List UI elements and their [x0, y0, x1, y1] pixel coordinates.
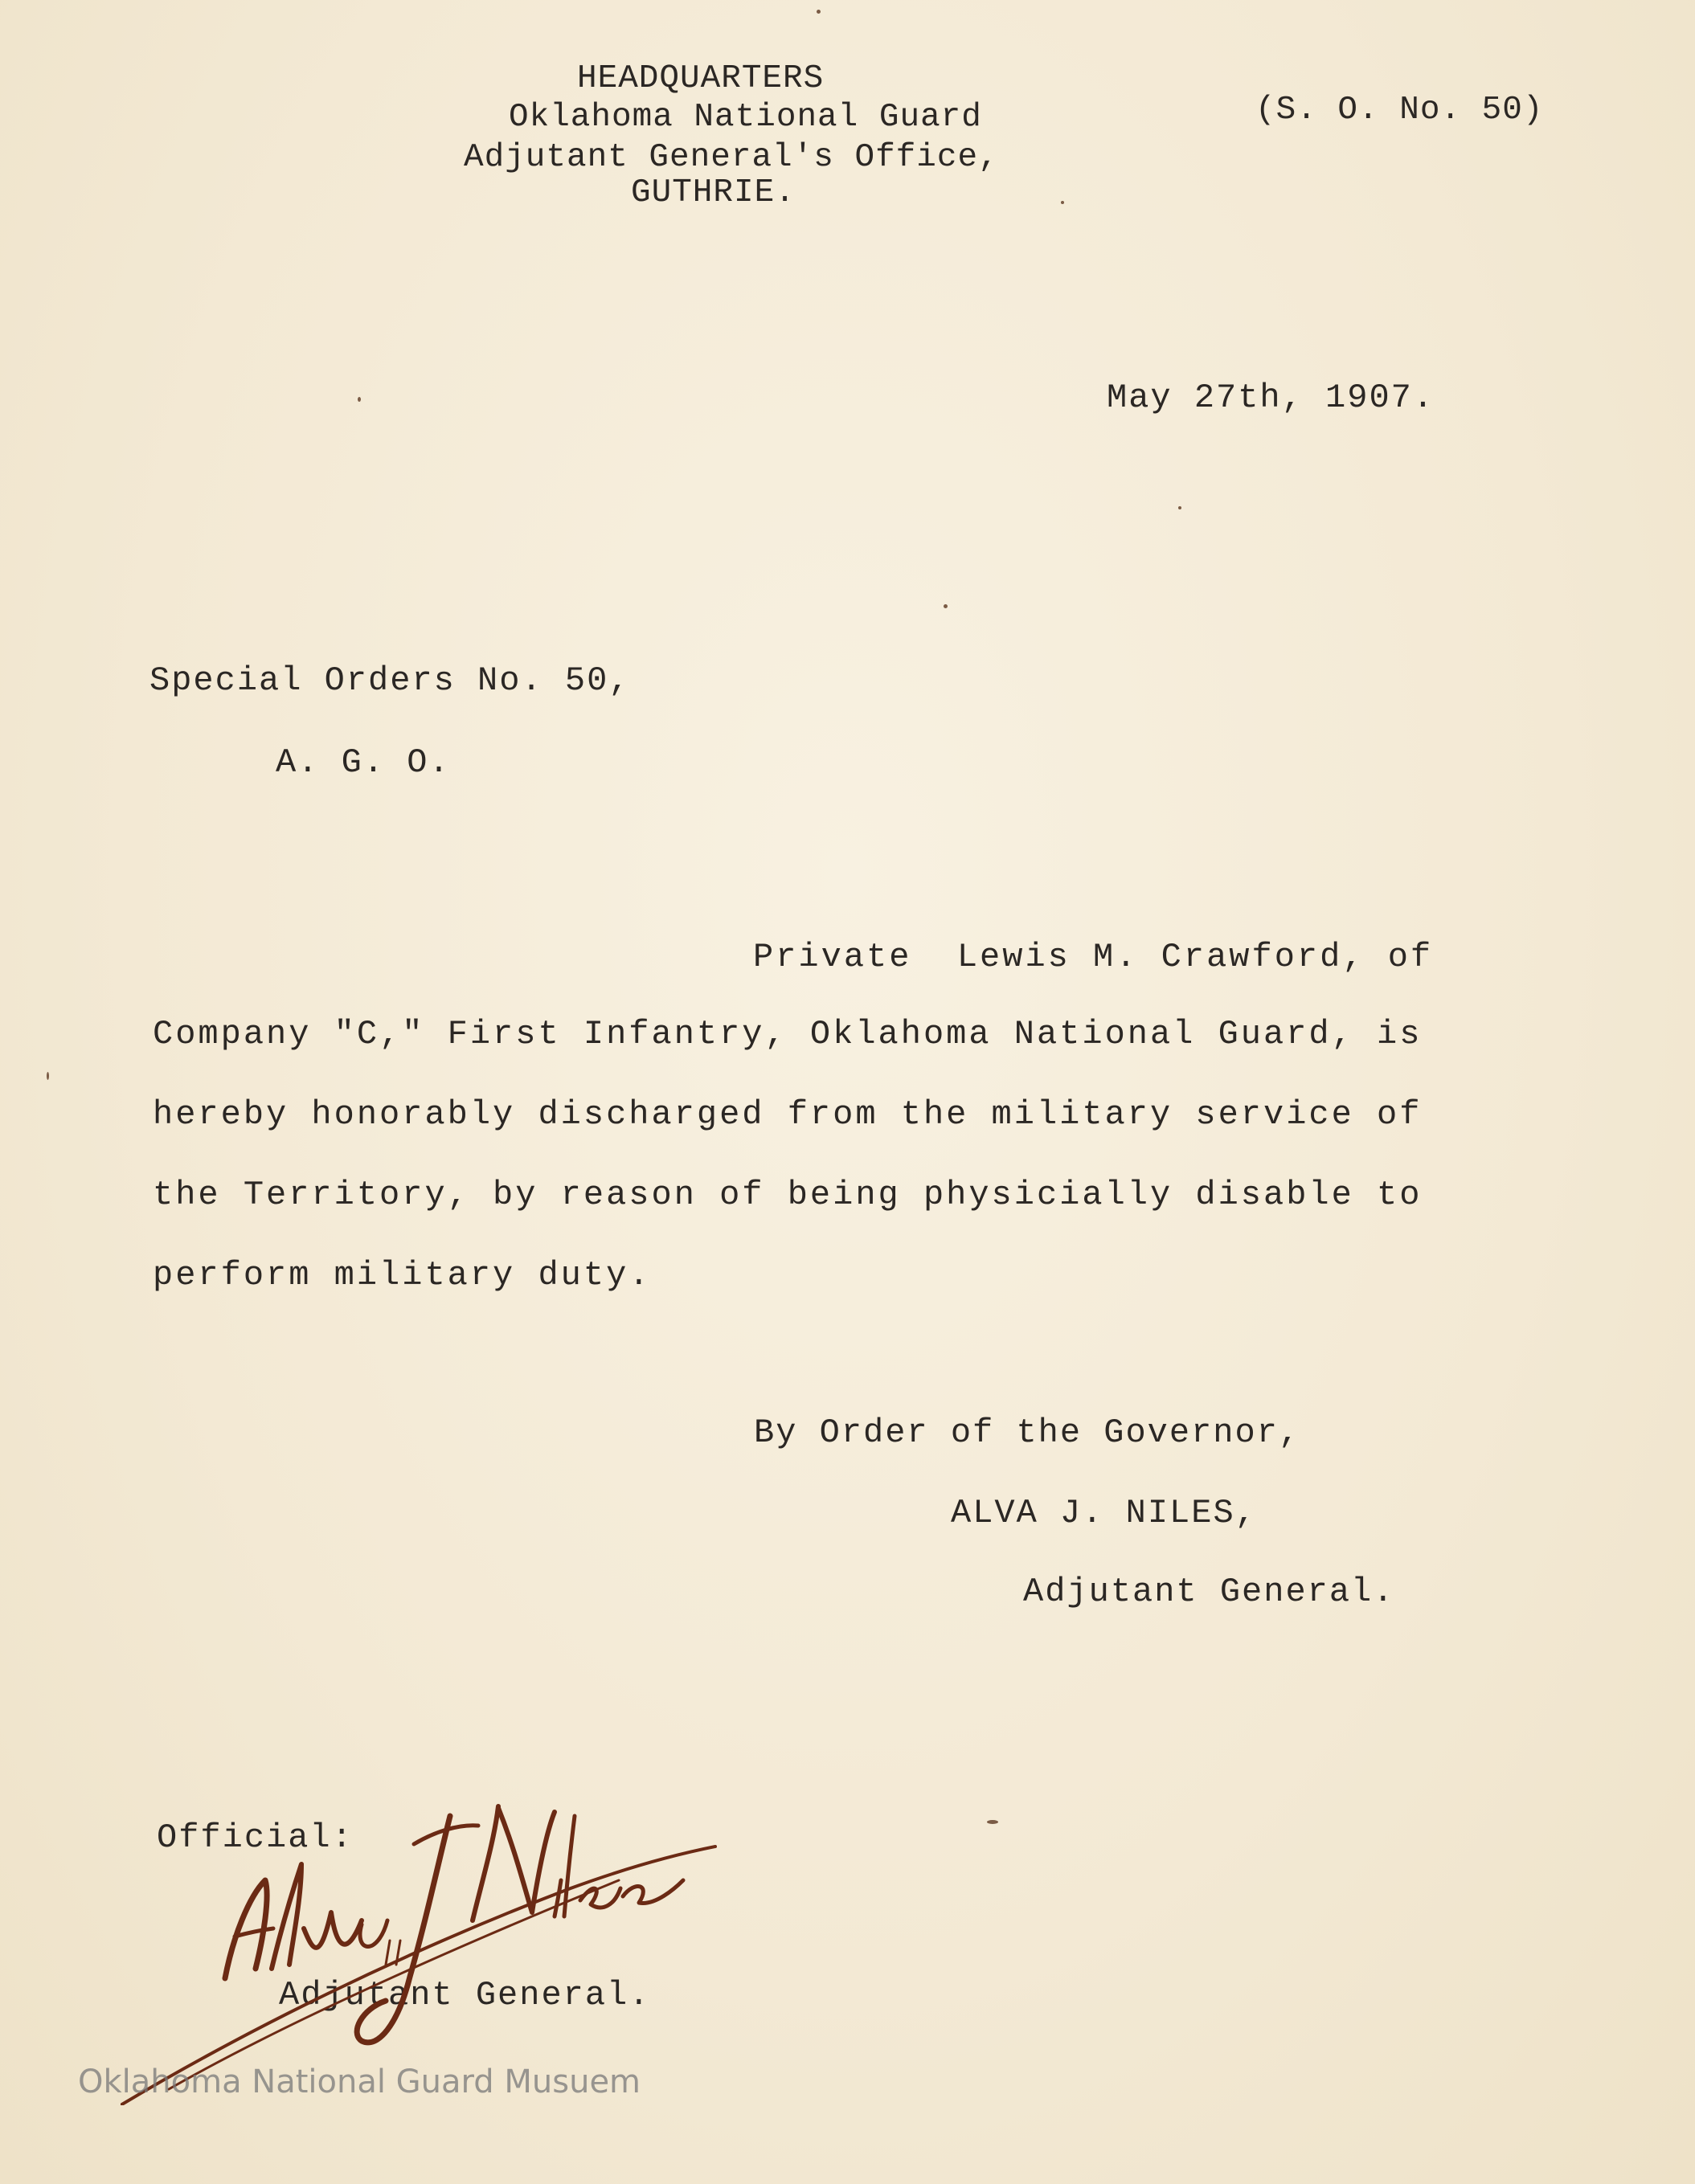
body-line-5: perform military duty. [153, 1256, 652, 1294]
official-title: Adjutant General. [279, 1976, 651, 2014]
paper-speck [817, 10, 821, 14]
museum-watermark: Oklahoma National Guard Musuem [78, 2063, 641, 2100]
paper-speck [944, 604, 948, 608]
order-reference: (S. O. No. 50) [1255, 92, 1544, 129]
paper-speck [1178, 506, 1181, 509]
body-line-2: Company "C," First Infantry, Oklahoma National Guard, is [153, 1015, 1423, 1053]
document-date: May 27th, 1907. [1107, 378, 1435, 417]
by-order-line: By Order of the Governor, [754, 1413, 1301, 1452]
body-line-4: the Territory, by reason of being physicially disable to [153, 1176, 1423, 1214]
header-headquarters: HEADQUARTERS [577, 60, 825, 97]
signatory-title: Adjutant General. [1023, 1573, 1395, 1611]
paper-speck [358, 397, 361, 402]
handwritten-signature [121, 1768, 731, 2105]
paper-speck [987, 1820, 998, 1824]
header-office: Adjutant General's Office, [464, 139, 999, 176]
special-orders-title: Special Orders No. 50, [149, 661, 631, 700]
body-line-3: hereby honorably discharged from the military service of [153, 1095, 1423, 1134]
office-abbreviation: A. G. O. [276, 743, 451, 782]
paper-speck [1061, 201, 1064, 204]
official-label: Official: [157, 1818, 354, 1857]
header-city: GUTHRIE. [631, 174, 796, 211]
body-line-1: Private Lewis M. Crawford, of [753, 938, 1434, 976]
signatory-name: ALVA J. NILES, [951, 1494, 1257, 1532]
header-organization: Oklahoma National Guard [509, 99, 982, 136]
paper-speck [47, 1072, 49, 1080]
